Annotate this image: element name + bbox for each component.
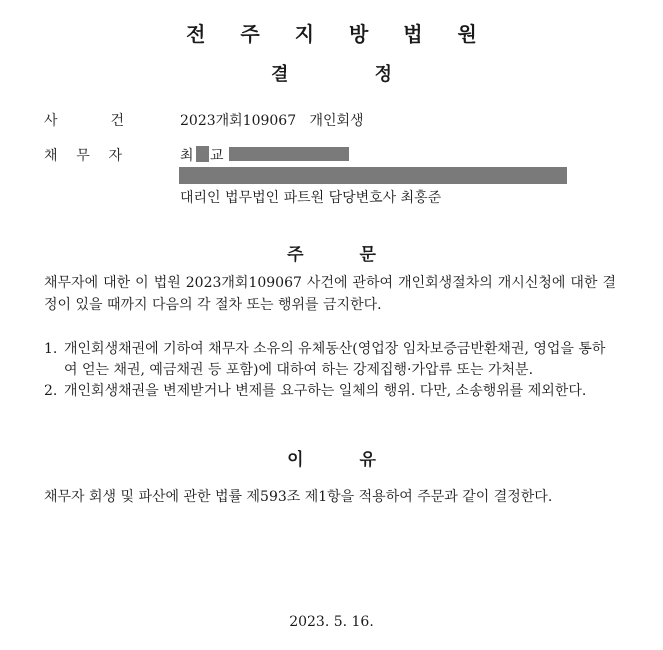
court-name: 전 주 지 방 법 원 xyxy=(186,22,491,46)
case-label-char: 사 xyxy=(44,113,58,129)
order-intro: 채무자에 대한 이 법원 2023개회109067 사건에 관하여 개인회생절차의 개시신청에 대한 결정이 있을 때까지 다음의 각 절차 또는 행위를 금지한다. xyxy=(44,275,616,313)
debtor-label-char: 자 xyxy=(108,148,122,164)
attorney-line: 대리인 법무법인 파트원 담당변호사 최홍준 xyxy=(180,190,442,206)
document-type: 결 정 xyxy=(270,64,393,85)
case-label-char: 건 xyxy=(110,113,124,129)
redaction-block xyxy=(196,146,209,162)
order-item-2 xyxy=(44,381,616,402)
decision-date: 2023. 5. 16. xyxy=(289,614,374,630)
order-item-text: 개인회생채권에 기하여 채무자 소유의 유체동산(영업장 임차보증금반환채권, 영업을 통하여 얻는 채권, 예금채권 등 포함)에 대하여 하는 강제집행·가압류 또는 가처분. xyxy=(64,341,606,378)
redaction-block xyxy=(179,167,567,184)
debtor-label-char: 무 xyxy=(76,148,90,164)
redaction-block xyxy=(229,147,349,161)
debtor-label xyxy=(44,145,122,165)
order-section-title: 주 문 xyxy=(287,245,376,265)
order-item-number: 2. xyxy=(44,383,58,399)
debtor-name-prefix: 최 xyxy=(180,148,194,164)
order-item-text: 개인회생채권을 변제받거나 변제를 요구하는 일체의 행위. 다만, 소송행위를 제외한다. xyxy=(64,383,587,399)
case-number: 2023개회109067 개인회생 xyxy=(180,113,364,129)
debtor-name-suffix: 교 xyxy=(210,148,224,164)
reason-text: 채무자 회생 및 파산에 관한 법률 제593조 제1항을 적용하여 주문과 같이 결정한다. xyxy=(44,489,553,505)
reason-section-title: 이 유 xyxy=(287,450,376,470)
order-item-1 xyxy=(44,339,616,381)
debtor-label-char: 채 xyxy=(44,148,58,164)
order-item-number: 1. xyxy=(44,341,58,357)
case-label xyxy=(44,110,124,130)
